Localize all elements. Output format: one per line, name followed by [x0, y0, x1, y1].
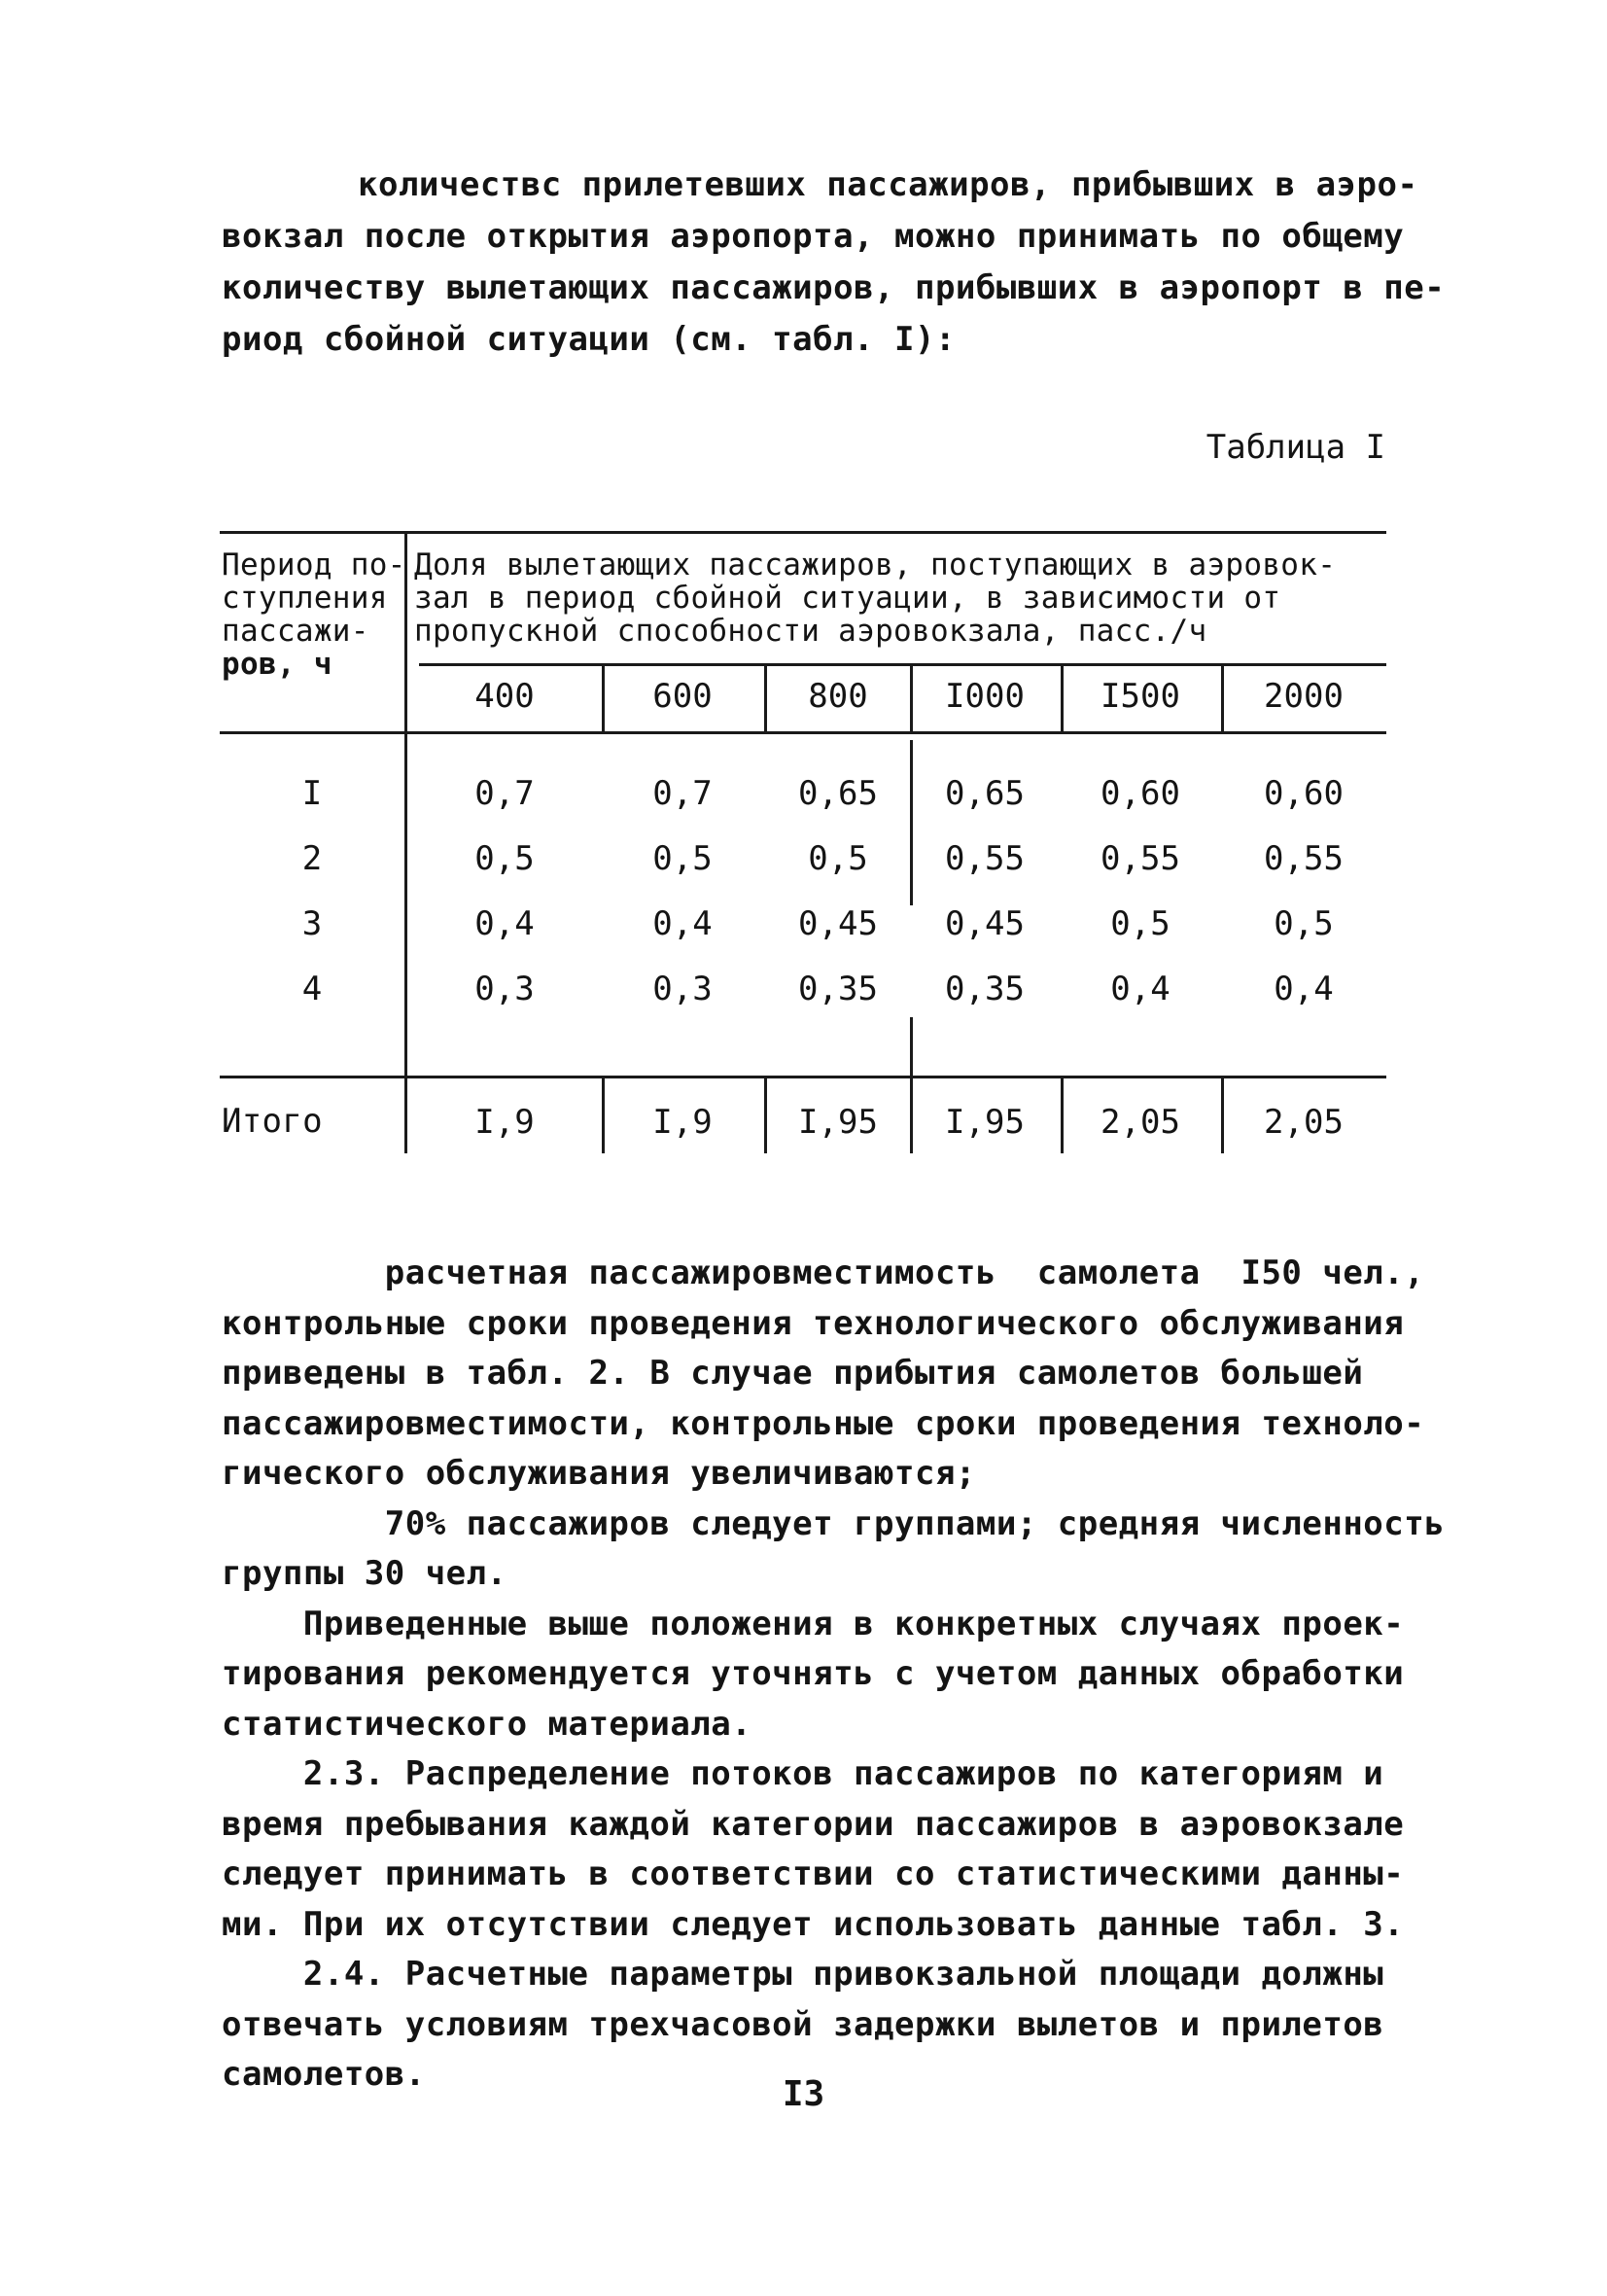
table-header-bottom-rule — [220, 731, 1386, 734]
table-caption: Таблица I — [1205, 428, 1385, 467]
table-top-rule — [220, 531, 1386, 534]
total-cell: 2,05 — [1264, 1103, 1344, 1142]
row-header-line: пассажи- — [222, 614, 369, 649]
table-cell: 0,4 — [1110, 970, 1170, 1008]
table-cell: 0,35 — [798, 970, 878, 1008]
body-line: время пребывания каждой категории пассажиров в аэровокзале — [222, 1804, 1405, 1844]
table-col-rule — [1221, 1076, 1224, 1153]
period-label: 4 — [301, 970, 323, 1008]
body-line: тирования рекомендуется уточнять с учетом данных обработки — [222, 1654, 1405, 1693]
table-cell: 0,5 — [1274, 904, 1334, 943]
table-cell: 0,35 — [945, 970, 1025, 1008]
body-line: контрольные сроки проведения технологического обслуживания — [222, 1303, 1405, 1343]
table-col-rule — [602, 1076, 605, 1153]
table-cell: 0,55 — [945, 839, 1025, 878]
total-cell: I,9 — [474, 1103, 535, 1142]
body-line: 2.3. Распределение потоков пассажиров по категориям и — [222, 1754, 1384, 1793]
period-label: I — [301, 774, 323, 813]
total-cell: I,9 — [652, 1103, 713, 1142]
body-line: 2.4. Расчетные параметры привокзальной площади должны — [222, 1955, 1384, 1994]
table-cell: 0,5 — [652, 839, 713, 878]
capacity-header: I500 — [1100, 677, 1180, 716]
body-line: приведены в табл. 2. В случае прибытия самолетов большей — [222, 1354, 1364, 1393]
row-header-line: ступления — [222, 581, 388, 616]
col-header-line: пропускной способности аэровокзала, пасс./ч — [414, 614, 1207, 649]
body-text — [222, 1249, 1446, 2101]
col-header-line: зал в период сбойной ситуации, в зависимости от — [414, 581, 1281, 616]
body-line: следует принимать в соответствии со статистическими данны- — [222, 1854, 1405, 1893]
body-line: статистического материала. — [222, 1704, 752, 1744]
table-cell: 0,65 — [945, 774, 1025, 813]
table-cell: 0,4 — [1274, 970, 1334, 1008]
body-line: 70% пассажиров следует группами; средняя численность — [222, 1503, 1446, 1543]
total-cell: 2,05 — [1100, 1103, 1180, 1142]
table-col-rule — [910, 740, 913, 905]
table-cell: 0,60 — [1100, 774, 1180, 813]
capacity-header: 400 — [474, 677, 535, 716]
table-cell: 0,4 — [474, 904, 535, 943]
table-col-rule — [1061, 665, 1064, 733]
table-cell: 0,65 — [798, 774, 878, 813]
intro-line: риод сбойной ситуации (см. табл. I): — [222, 320, 956, 359]
data-table — [220, 531, 1386, 1153]
table-cell: 0,3 — [474, 970, 535, 1008]
table-cell: 0,4 — [652, 904, 713, 943]
table-col-rule — [602, 665, 605, 733]
body-line: отвечать условиям трехчасовой задержки вылетов и прилетов — [222, 2004, 1384, 2044]
capacity-header: I000 — [945, 677, 1025, 716]
table-cell: 0,55 — [1100, 839, 1180, 878]
body-line: гического обслуживания увеличиваются; — [222, 1454, 976, 1493]
col-header-line: Доля вылетающих пассажиров, поступающих в аэровок- — [414, 548, 1337, 583]
capacity-header: 600 — [652, 677, 713, 716]
total-cell: I,95 — [945, 1103, 1025, 1142]
table-cell: 0,55 — [1264, 839, 1344, 878]
table-cell: 0,3 — [652, 970, 713, 1008]
table-col-rule — [1221, 665, 1224, 733]
body-line: самолетов. — [222, 2055, 426, 2094]
table-col-rule — [1061, 1076, 1064, 1153]
table-cell: 0,5 — [474, 839, 535, 878]
period-label: 3 — [301, 904, 323, 943]
capacity-header: 2000 — [1264, 677, 1344, 716]
table-total-rule — [220, 1076, 1386, 1078]
table-cell: 0,5 — [1110, 904, 1170, 943]
body-line: Приведенные выше положения в конкретных случаях проек- — [222, 1604, 1405, 1643]
table-cell: 0,45 — [798, 904, 878, 943]
page-number: I3 — [782, 2074, 825, 2114]
body-line: группы 30 чел. — [222, 1554, 507, 1593]
table-stub-rule — [404, 531, 407, 1153]
table-cell: 0,45 — [945, 904, 1025, 943]
total-cell: I,95 — [798, 1103, 878, 1142]
capacity-header: 800 — [808, 677, 868, 716]
intro-line: вокзал после открытия аэропорта, можно принимать по общему — [222, 217, 1405, 256]
intro-line: количествс прилетевших пассажиров, прибывших в аэро- — [358, 165, 1418, 204]
period-label: 2 — [301, 839, 323, 878]
table-subheader-rule — [419, 663, 1386, 666]
body-line: расчетная пассажировместимость самолета I50 чел., — [222, 1254, 1425, 1292]
table-cell: 0,60 — [1264, 774, 1344, 813]
total-label: Итого — [222, 1102, 323, 1141]
body-line: ми. При их отсутствии следует использовать данные табл. 3. — [222, 1904, 1405, 1944]
table-cell: 0,7 — [652, 774, 713, 813]
intro-paragraph — [222, 159, 1446, 366]
body-line: пассажировместимости, контрольные сроки проведения техноло- — [222, 1403, 1425, 1443]
row-header-line: Период по- — [222, 548, 406, 583]
table-cell: 0,5 — [808, 839, 868, 878]
row-header-line: ров, ч — [222, 647, 332, 682]
table-cell: 0,7 — [474, 774, 535, 813]
intro-line: количеству вылетающих пассажиров, прибывших в аэропорт в пе- — [222, 268, 1446, 307]
